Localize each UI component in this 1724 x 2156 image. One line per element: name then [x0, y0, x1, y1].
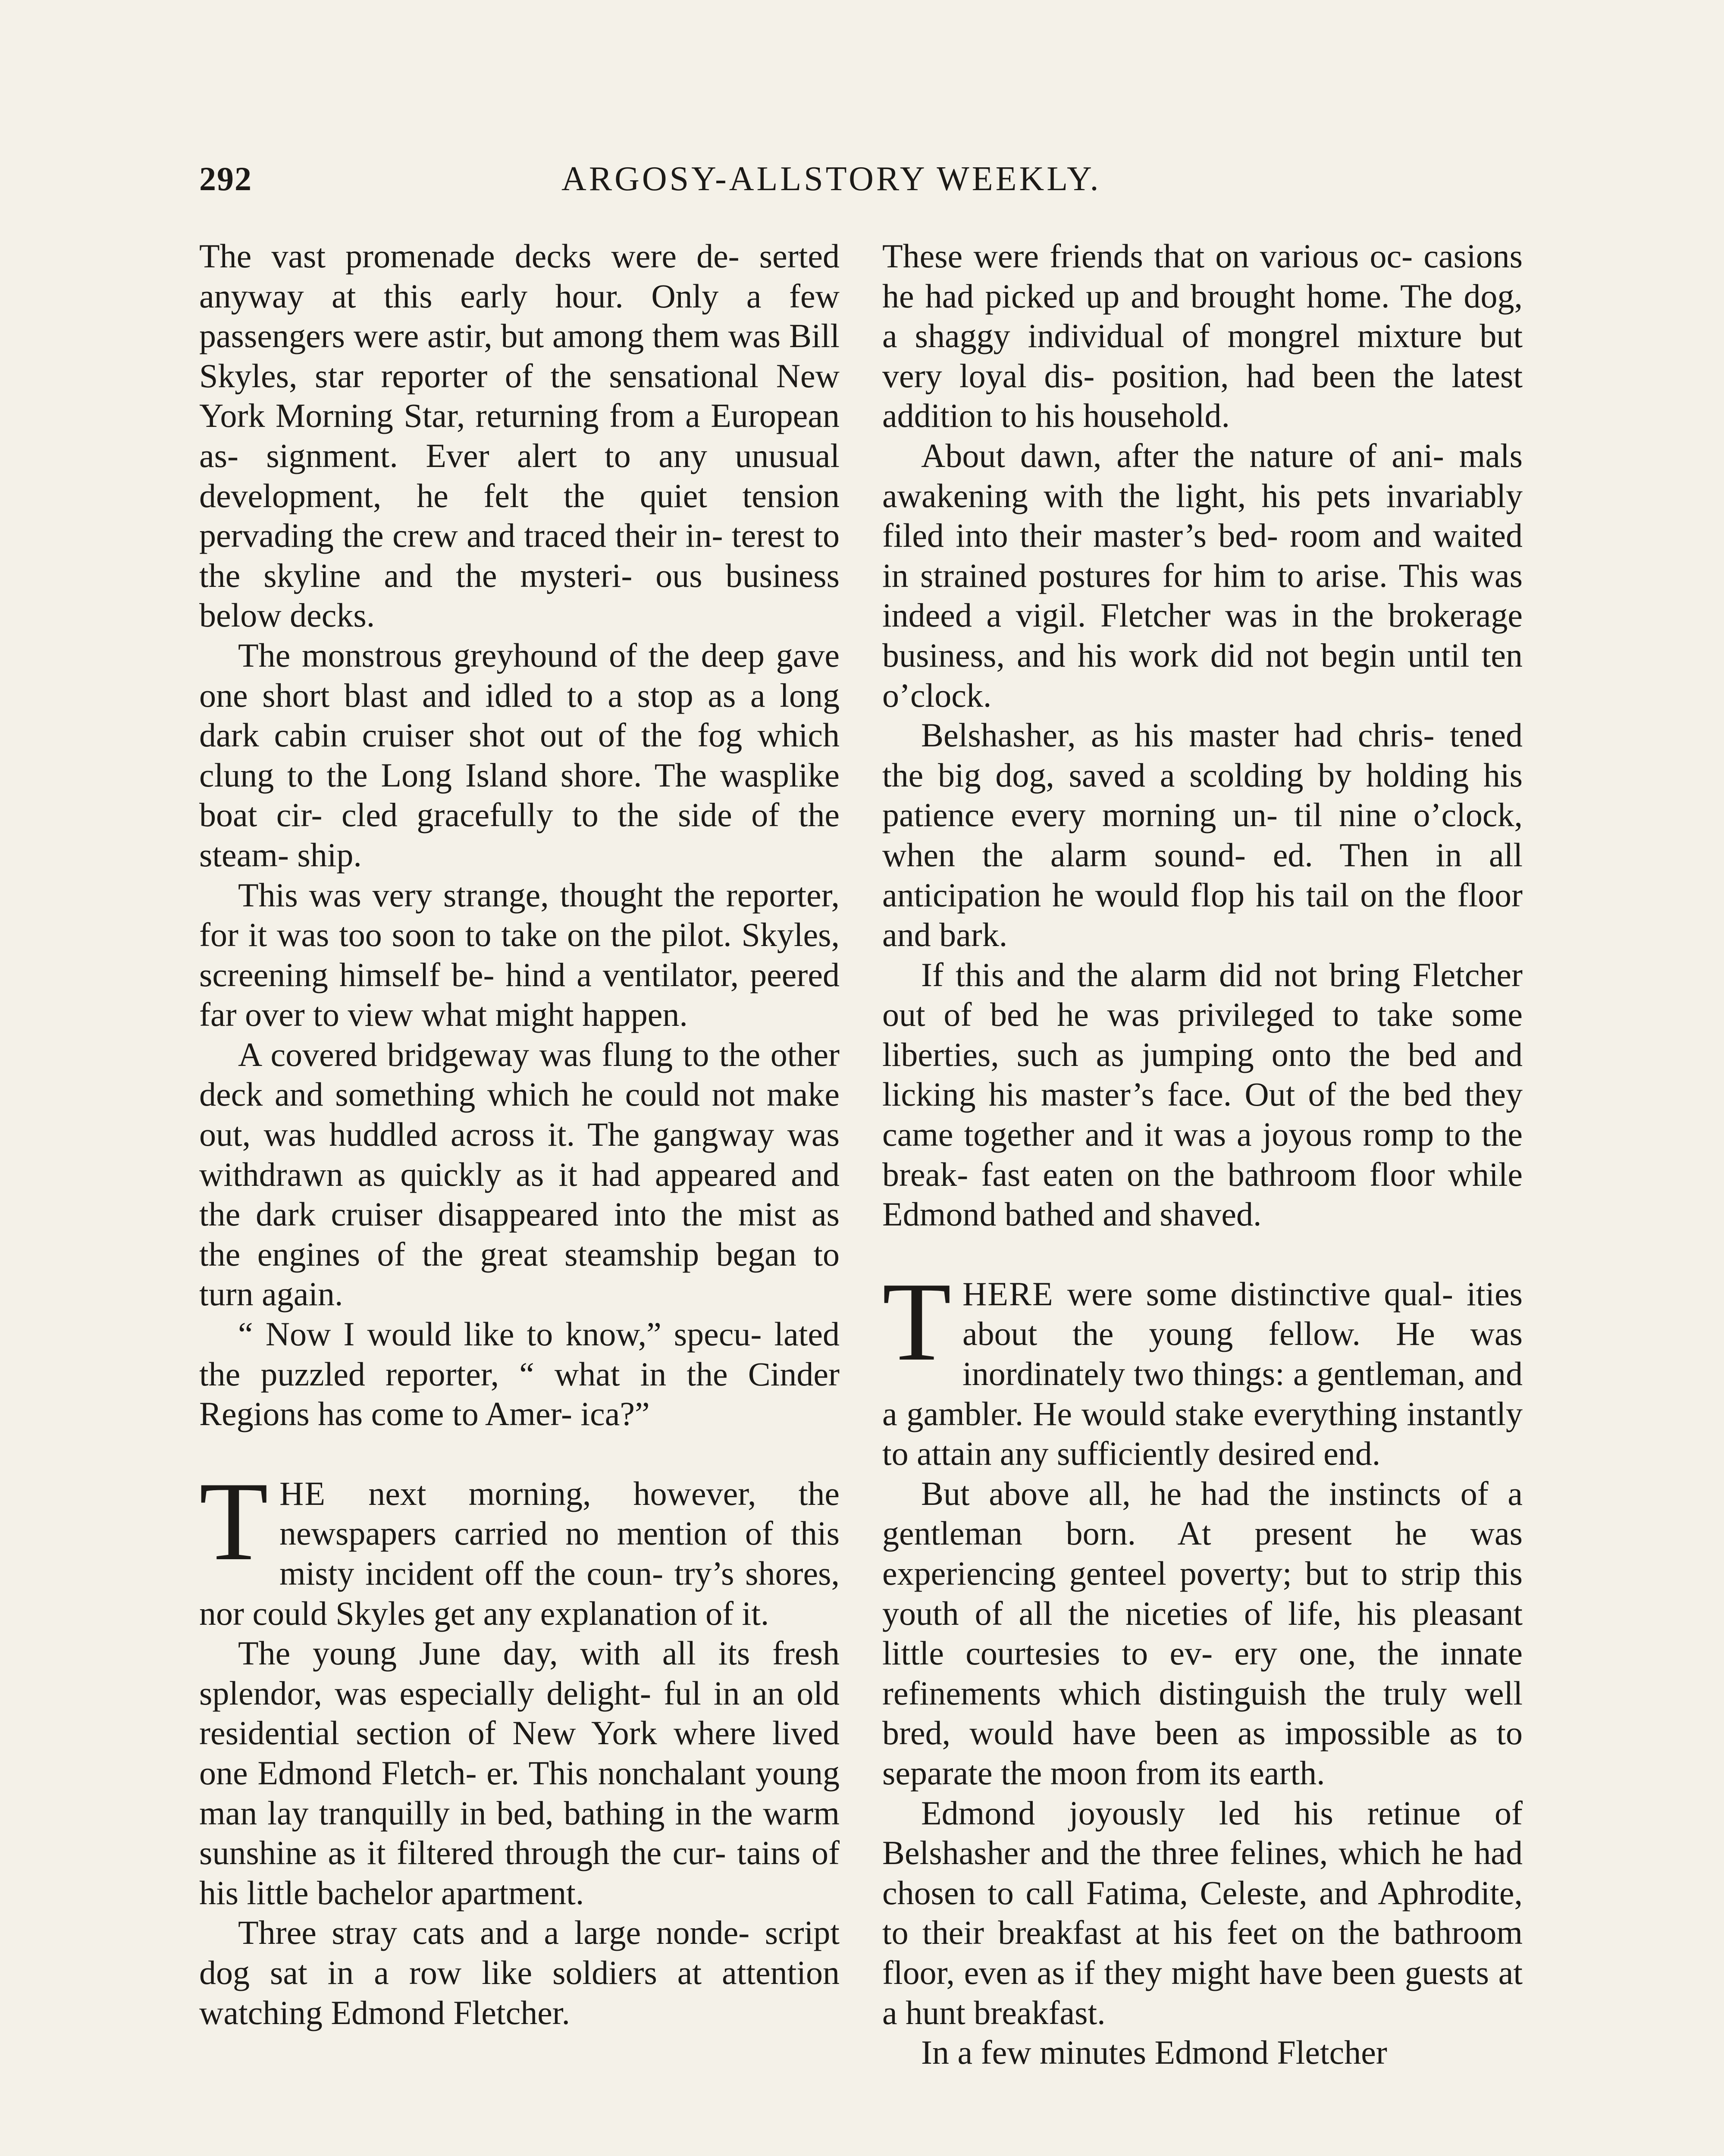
lead-in: HERE [962, 1275, 1054, 1313]
paragraph: This was very strange, thought the reporter, for it was too soon to take on the pilot. Skyles, screening himself be- hind a ventilator, peered far over to view what might happen. [199, 876, 840, 1034]
paragraph-text: next morning, however, the newspapers carried no mention of this misty incident off the coun- try’s shores, nor could Skyles get any explanation of it. [199, 1474, 840, 1632]
section-break [882, 1235, 1523, 1274]
paragraph: Belshasher, as his master had chris- tened the big dog, saved a scolding by holding his patience every morning un- til nine o’clock, when the alarm sound- ed. Then in all anticipation he would flop his tail on the floor and bark. [882, 716, 1523, 954]
drop-cap: T [199, 1458, 269, 1584]
section-break [199, 1434, 840, 1474]
page-number: 292 [199, 160, 252, 197]
page-header [199, 160, 1536, 211]
paragraph: The young June day, with all its fresh splendor, was especially delight- ful in an old residential section of New York where lived one Edmond Fletch- er. This nonchalant young man lay tranquilly in bed, bathing in the warm sunshine as it filtered through the cur- tains of his little bachelor apartment. [199, 1634, 840, 1912]
paragraph: The vast promenade decks were de- serted anyway at this early hour. Only a few passengers were astir, but among them was Bill Skyles, star reporter of the sensational New York Morning Star, returning from a European as- signment. Ever alert to any unusual development, he felt the quiet tension pervading the crew and traced their in- terest to the skyline and the mysteri- ous business below decks. [199, 237, 840, 634]
drop-cap: T [882, 1259, 952, 1384]
paragraph: Three stray cats and a large nonde- script dog sat in a row like soldiers at attention watching Edmond Fletcher. [199, 1914, 840, 2031]
paragraph-text: were some distinctive qual- ities about the young fellow. He was inordinately two things: a gentleman, and a gambler. He would stake everything instantly to attain any sufficiently desired end. [882, 1275, 1523, 1473]
paragraph: Edmond joyously led his retinue of Belshasher and the three felines, which he had chosen to call Fatima, Celeste, and Aphrodite, to their breakfast at his feet on the bathroom floor, even as if they might have been guests at a hunt breakfast. [882, 1794, 1523, 2031]
paragraph: But above all, he had the instincts of a gentleman born. At present he was experiencing genteel poverty; but to strip this youth of all the niceties of life, his pleasant little courtesies to ev- ery one, the innate refinements which distinguish the truly well bred, would have been as impossible as to separate the moon from its earth. [882, 1474, 1523, 1792]
paragraph: About dawn, after the nature of ani- mals awakening with the light, his pets invariably filed into their master’s bed- room and waited in strained postures for him to arise. This was indeed a vigil. Fletcher was in the brokerage business, and his work did not begin until ten o’clock. [882, 436, 1523, 714]
paragraph: In a few minutes Edmond Fletcher [921, 2034, 1387, 2071]
paragraph: The monstrous greyhound of the deep gave one short blast and idled to a stop as a long dark cabin cruiser shot out of the fog which clung to the Long Island shore. The wasplike boat cir- cled gracefully to the side of the steam- ship. [199, 636, 840, 874]
section-opening-paragraph [882, 1259, 1523, 1474]
left-column [199, 236, 840, 2033]
paragraph: “ Now I would like to know,” specu- lated the puzzled reporter, “ what in the Cinder Regions has come to Amer- ica?” [199, 1315, 840, 1433]
paragraph: A covered bridgeway was flung to the other deck and something which he could not make out, was huddled across it. The gangway was withdrawn as quickly as it had appeared and the dark cruiser disappeared into the mist as the engines of the great steamship began to turn again. [199, 1035, 840, 1313]
section-opening-paragraph [199, 1458, 840, 1633]
right-column [882, 236, 1523, 2073]
lead-in: HE [279, 1474, 326, 1512]
running-title: ARGOSY-ALLSTORY WEEKLY. [561, 160, 1101, 198]
paragraph: If this and the alarm did not bring Fletcher out of bed he was privileged to take some liberties, such as jumping onto the bed and licking his master’s face. Out of the bed they came together and it was a joyous romp to the break- fast eaten on the bathroom floor while Edmond bathed and shaved. [882, 956, 1523, 1233]
paragraph: These were friends that on various oc- casions he had picked up and brought home. The dog, a shaggy individual of mongrel mixture but very loyal dis- position, had been the latest addition to his household. [882, 237, 1523, 435]
